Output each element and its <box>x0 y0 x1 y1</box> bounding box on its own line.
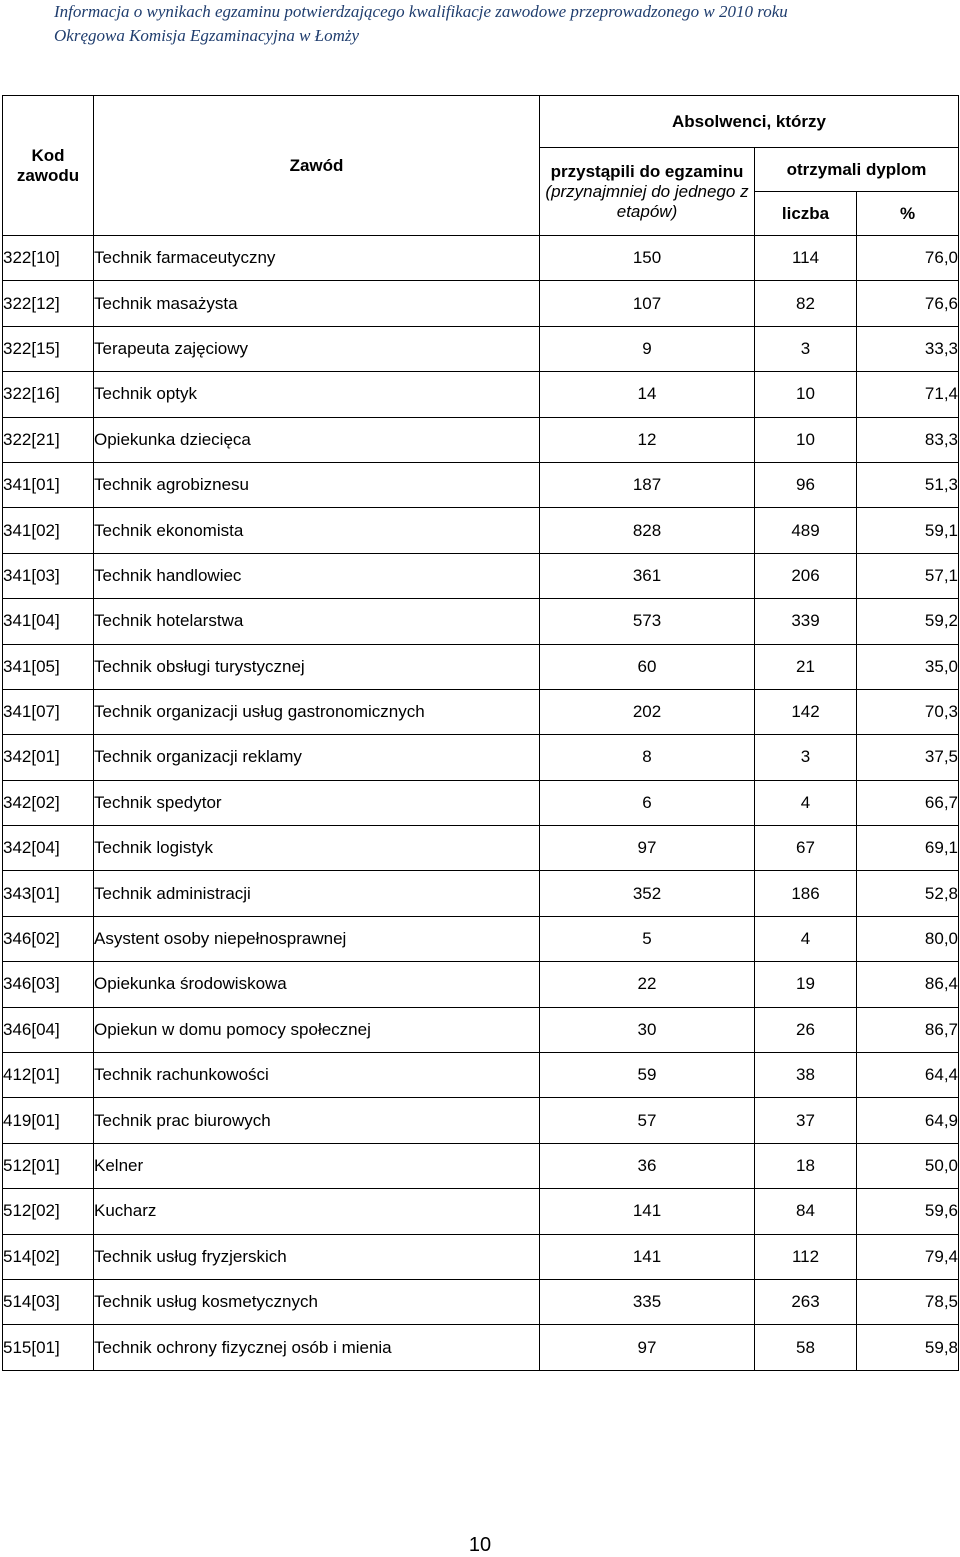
cell-liczba: 186 <box>755 871 857 916</box>
cell-kod: 514[03] <box>3 1279 94 1324</box>
cell-procent: 80,0 <box>857 916 959 961</box>
cell-przystapili: 187 <box>540 462 755 507</box>
cell-przystapili: 8 <box>540 735 755 780</box>
cell-przystapili: 202 <box>540 689 755 734</box>
cell-przystapili: 5 <box>540 916 755 961</box>
page-header <box>0 0 960 48</box>
cell-liczba: 82 <box>755 281 857 326</box>
cell-zawod: Technik usług fryzjerskich <box>94 1234 540 1279</box>
page-number: 10 <box>468 1534 492 1556</box>
header-absolwenci: Absolwenci, którzy <box>540 96 959 148</box>
cell-kod: 342[02] <box>3 780 94 825</box>
cell-zawod: Technik obsługi turystycznej <box>94 644 540 689</box>
cell-przystapili: 36 <box>540 1143 755 1188</box>
header-report-title: Informacja o wynikach egzaminu potwierdzającego kwalifikacje zawodowe przeprowadzonego w 2010 roku <box>54 2 788 21</box>
cell-przystapili: 141 <box>540 1234 755 1279</box>
header-liczba: liczba <box>755 192 857 236</box>
cell-liczba: 339 <box>755 599 857 644</box>
header-kod-zawodu: Kod zawodu <box>3 96 94 236</box>
table-row <box>3 735 959 780</box>
cell-zawod: Opiekun w domu pomocy społecznej <box>94 1007 540 1052</box>
cell-kod: 346[03] <box>3 962 94 1007</box>
cell-procent: 70,3 <box>857 689 959 734</box>
cell-liczba: 142 <box>755 689 857 734</box>
table-row <box>3 372 959 417</box>
cell-liczba: 10 <box>755 417 857 462</box>
cell-przystapili: 22 <box>540 962 755 1007</box>
table-row <box>3 1053 959 1098</box>
cell-kod: 341[04] <box>3 599 94 644</box>
cell-kod: 419[01] <box>3 1098 94 1143</box>
cell-liczba: 19 <box>755 962 857 1007</box>
cell-liczba: 67 <box>755 826 857 871</box>
cell-kod: 322[15] <box>3 326 94 371</box>
table-row <box>3 1279 959 1324</box>
cell-liczba: 206 <box>755 553 857 598</box>
cell-zawod: Kelner <box>94 1143 540 1188</box>
cell-procent: 86,7 <box>857 1007 959 1052</box>
table-row <box>3 871 959 916</box>
cell-procent: 51,3 <box>857 462 959 507</box>
table-row <box>3 508 959 553</box>
cell-zawod: Technik ekonomista <box>94 508 540 553</box>
cell-procent: 59,6 <box>857 1189 959 1234</box>
header-commission-name: Okręgowa Komisja Egzaminacyjna w Łomży <box>54 26 360 45</box>
cell-zawod: Technik agrobiznesu <box>94 462 540 507</box>
table-row <box>3 1234 959 1279</box>
cell-procent: 50,0 <box>857 1143 959 1188</box>
cell-zawod: Technik rachunkowości <box>94 1053 540 1098</box>
cell-przystapili: 6 <box>540 780 755 825</box>
cell-procent: 79,4 <box>857 1234 959 1279</box>
cell-przystapili: 97 <box>540 826 755 871</box>
cell-procent: 64,4 <box>857 1053 959 1098</box>
cell-kod: 515[01] <box>3 1325 94 1370</box>
cell-liczba: 84 <box>755 1189 857 1234</box>
table-row <box>3 599 959 644</box>
cell-kod: 322[12] <box>3 281 94 326</box>
cell-kod: 342[04] <box>3 826 94 871</box>
cell-przystapili: 97 <box>540 1325 755 1370</box>
cell-procent: 86,4 <box>857 962 959 1007</box>
cell-procent: 59,1 <box>857 508 959 553</box>
cell-kod: 346[04] <box>3 1007 94 1052</box>
cell-przystapili: 141 <box>540 1189 755 1234</box>
cell-zawod: Technik masażysta <box>94 281 540 326</box>
cell-procent: 59,2 <box>857 599 959 644</box>
cell-kod: 341[01] <box>3 462 94 507</box>
cell-zawod: Asystent osoby niepełnosprawnej <box>94 916 540 961</box>
cell-zawod: Technik prac biurowych <box>94 1098 540 1143</box>
cell-zawod: Technik usług kosmetycznych <box>94 1279 540 1324</box>
cell-liczba: 26 <box>755 1007 857 1052</box>
cell-liczba: 58 <box>755 1325 857 1370</box>
table-row <box>3 1325 959 1370</box>
cell-kod: 341[07] <box>3 689 94 734</box>
cell-procent: 59,8 <box>857 1325 959 1370</box>
cell-przystapili: 14 <box>540 372 755 417</box>
cell-przystapili: 59 <box>540 1053 755 1098</box>
cell-przystapili: 57 <box>540 1098 755 1143</box>
cell-kod: 341[05] <box>3 644 94 689</box>
cell-procent: 33,3 <box>857 326 959 371</box>
cell-kod: 322[10] <box>3 236 94 281</box>
cell-liczba: 3 <box>755 735 857 780</box>
cell-procent: 69,1 <box>857 826 959 871</box>
table-row <box>3 417 959 462</box>
cell-zawod: Technik logistyk <box>94 826 540 871</box>
cell-liczba: 263 <box>755 1279 857 1324</box>
cell-zawod: Technik farmaceutyczny <box>94 236 540 281</box>
table-row <box>3 962 959 1007</box>
table-row <box>3 236 959 281</box>
cell-przystapili: 361 <box>540 553 755 598</box>
cell-procent: 78,5 <box>857 1279 959 1324</box>
cell-liczba: 37 <box>755 1098 857 1143</box>
cell-procent: 52,8 <box>857 871 959 916</box>
cell-kod: 342[01] <box>3 735 94 780</box>
results-table-body <box>3 236 959 1371</box>
table-row <box>3 1098 959 1143</box>
cell-liczba: 112 <box>755 1234 857 1279</box>
cell-przystapili: 335 <box>540 1279 755 1324</box>
cell-przystapili: 60 <box>540 644 755 689</box>
cell-procent: 37,5 <box>857 735 959 780</box>
cell-liczba: 96 <box>755 462 857 507</box>
cell-liczba: 18 <box>755 1143 857 1188</box>
cell-przystapili: 828 <box>540 508 755 553</box>
cell-kod: 514[02] <box>3 1234 94 1279</box>
cell-liczba: 38 <box>755 1053 857 1098</box>
cell-przystapili: 107 <box>540 281 755 326</box>
cell-zawod: Kucharz <box>94 1189 540 1234</box>
cell-procent: 64,9 <box>857 1098 959 1143</box>
cell-liczba: 3 <box>755 326 857 371</box>
cell-kod: 322[16] <box>3 372 94 417</box>
cell-zawod: Technik hotelarstwa <box>94 599 540 644</box>
cell-kod: 512[02] <box>3 1189 94 1234</box>
table-row <box>3 553 959 598</box>
cell-procent: 76,0 <box>857 236 959 281</box>
cell-zawod: Technik spedytor <box>94 780 540 825</box>
table-row <box>3 462 959 507</box>
results-table <box>2 95 959 1371</box>
cell-kod: 412[01] <box>3 1053 94 1098</box>
cell-liczba: 489 <box>755 508 857 553</box>
cell-procent: 35,0 <box>857 644 959 689</box>
cell-liczba: 4 <box>755 916 857 961</box>
cell-procent: 71,4 <box>857 372 959 417</box>
header-percent: % <box>857 192 959 236</box>
cell-kod: 341[02] <box>3 508 94 553</box>
cell-kod: 343[01] <box>3 871 94 916</box>
table-row <box>3 1143 959 1188</box>
cell-zawod: Technik organizacji reklamy <box>94 735 540 780</box>
cell-procent: 57,1 <box>857 553 959 598</box>
cell-procent: 76,6 <box>857 281 959 326</box>
table-row <box>3 1007 959 1052</box>
cell-przystapili: 30 <box>540 1007 755 1052</box>
cell-zawod: Technik handlowiec <box>94 553 540 598</box>
cell-przystapili: 352 <box>540 871 755 916</box>
cell-przystapili: 9 <box>540 326 755 371</box>
cell-liczba: 21 <box>755 644 857 689</box>
cell-liczba: 4 <box>755 780 857 825</box>
table-row <box>3 826 959 871</box>
cell-kod: 512[01] <box>3 1143 94 1188</box>
cell-liczba: 10 <box>755 372 857 417</box>
cell-kod: 341[03] <box>3 553 94 598</box>
cell-zawod: Technik optyk <box>94 372 540 417</box>
cell-zawod: Technik administracji <box>94 871 540 916</box>
table-row <box>3 916 959 961</box>
table-row <box>3 780 959 825</box>
cell-liczba: 114 <box>755 236 857 281</box>
header-przystapili <box>540 148 755 236</box>
header-przystapili-label: przystąpili do egzaminu <box>550 161 744 181</box>
cell-zawod: Terapeuta zajęciowy <box>94 326 540 371</box>
header-przystapili-note: (przynajmniej do jednego z etapów) <box>545 181 749 221</box>
cell-przystapili: 12 <box>540 417 755 462</box>
table-row <box>3 326 959 371</box>
cell-procent: 66,7 <box>857 780 959 825</box>
cell-przystapili: 573 <box>540 599 755 644</box>
cell-przystapili: 150 <box>540 236 755 281</box>
cell-kod: 322[21] <box>3 417 94 462</box>
cell-zawod: Opiekunka środowiskowa <box>94 962 540 1007</box>
table-row <box>3 644 959 689</box>
cell-procent: 83,3 <box>857 417 959 462</box>
header-zawod: Zawód <box>94 96 540 236</box>
cell-zawod: Technik ochrony fizycznej osób i mienia <box>94 1325 540 1370</box>
cell-kod: 346[02] <box>3 916 94 961</box>
table-row <box>3 689 959 734</box>
header-otrzymali-dyplom: otrzymali dyplom <box>755 148 959 192</box>
table-row <box>3 281 959 326</box>
cell-zawod: Technik organizacji usług gastronomicznych <box>94 689 540 734</box>
table-row <box>3 1189 959 1234</box>
cell-zawod: Opiekunka dziecięca <box>94 417 540 462</box>
